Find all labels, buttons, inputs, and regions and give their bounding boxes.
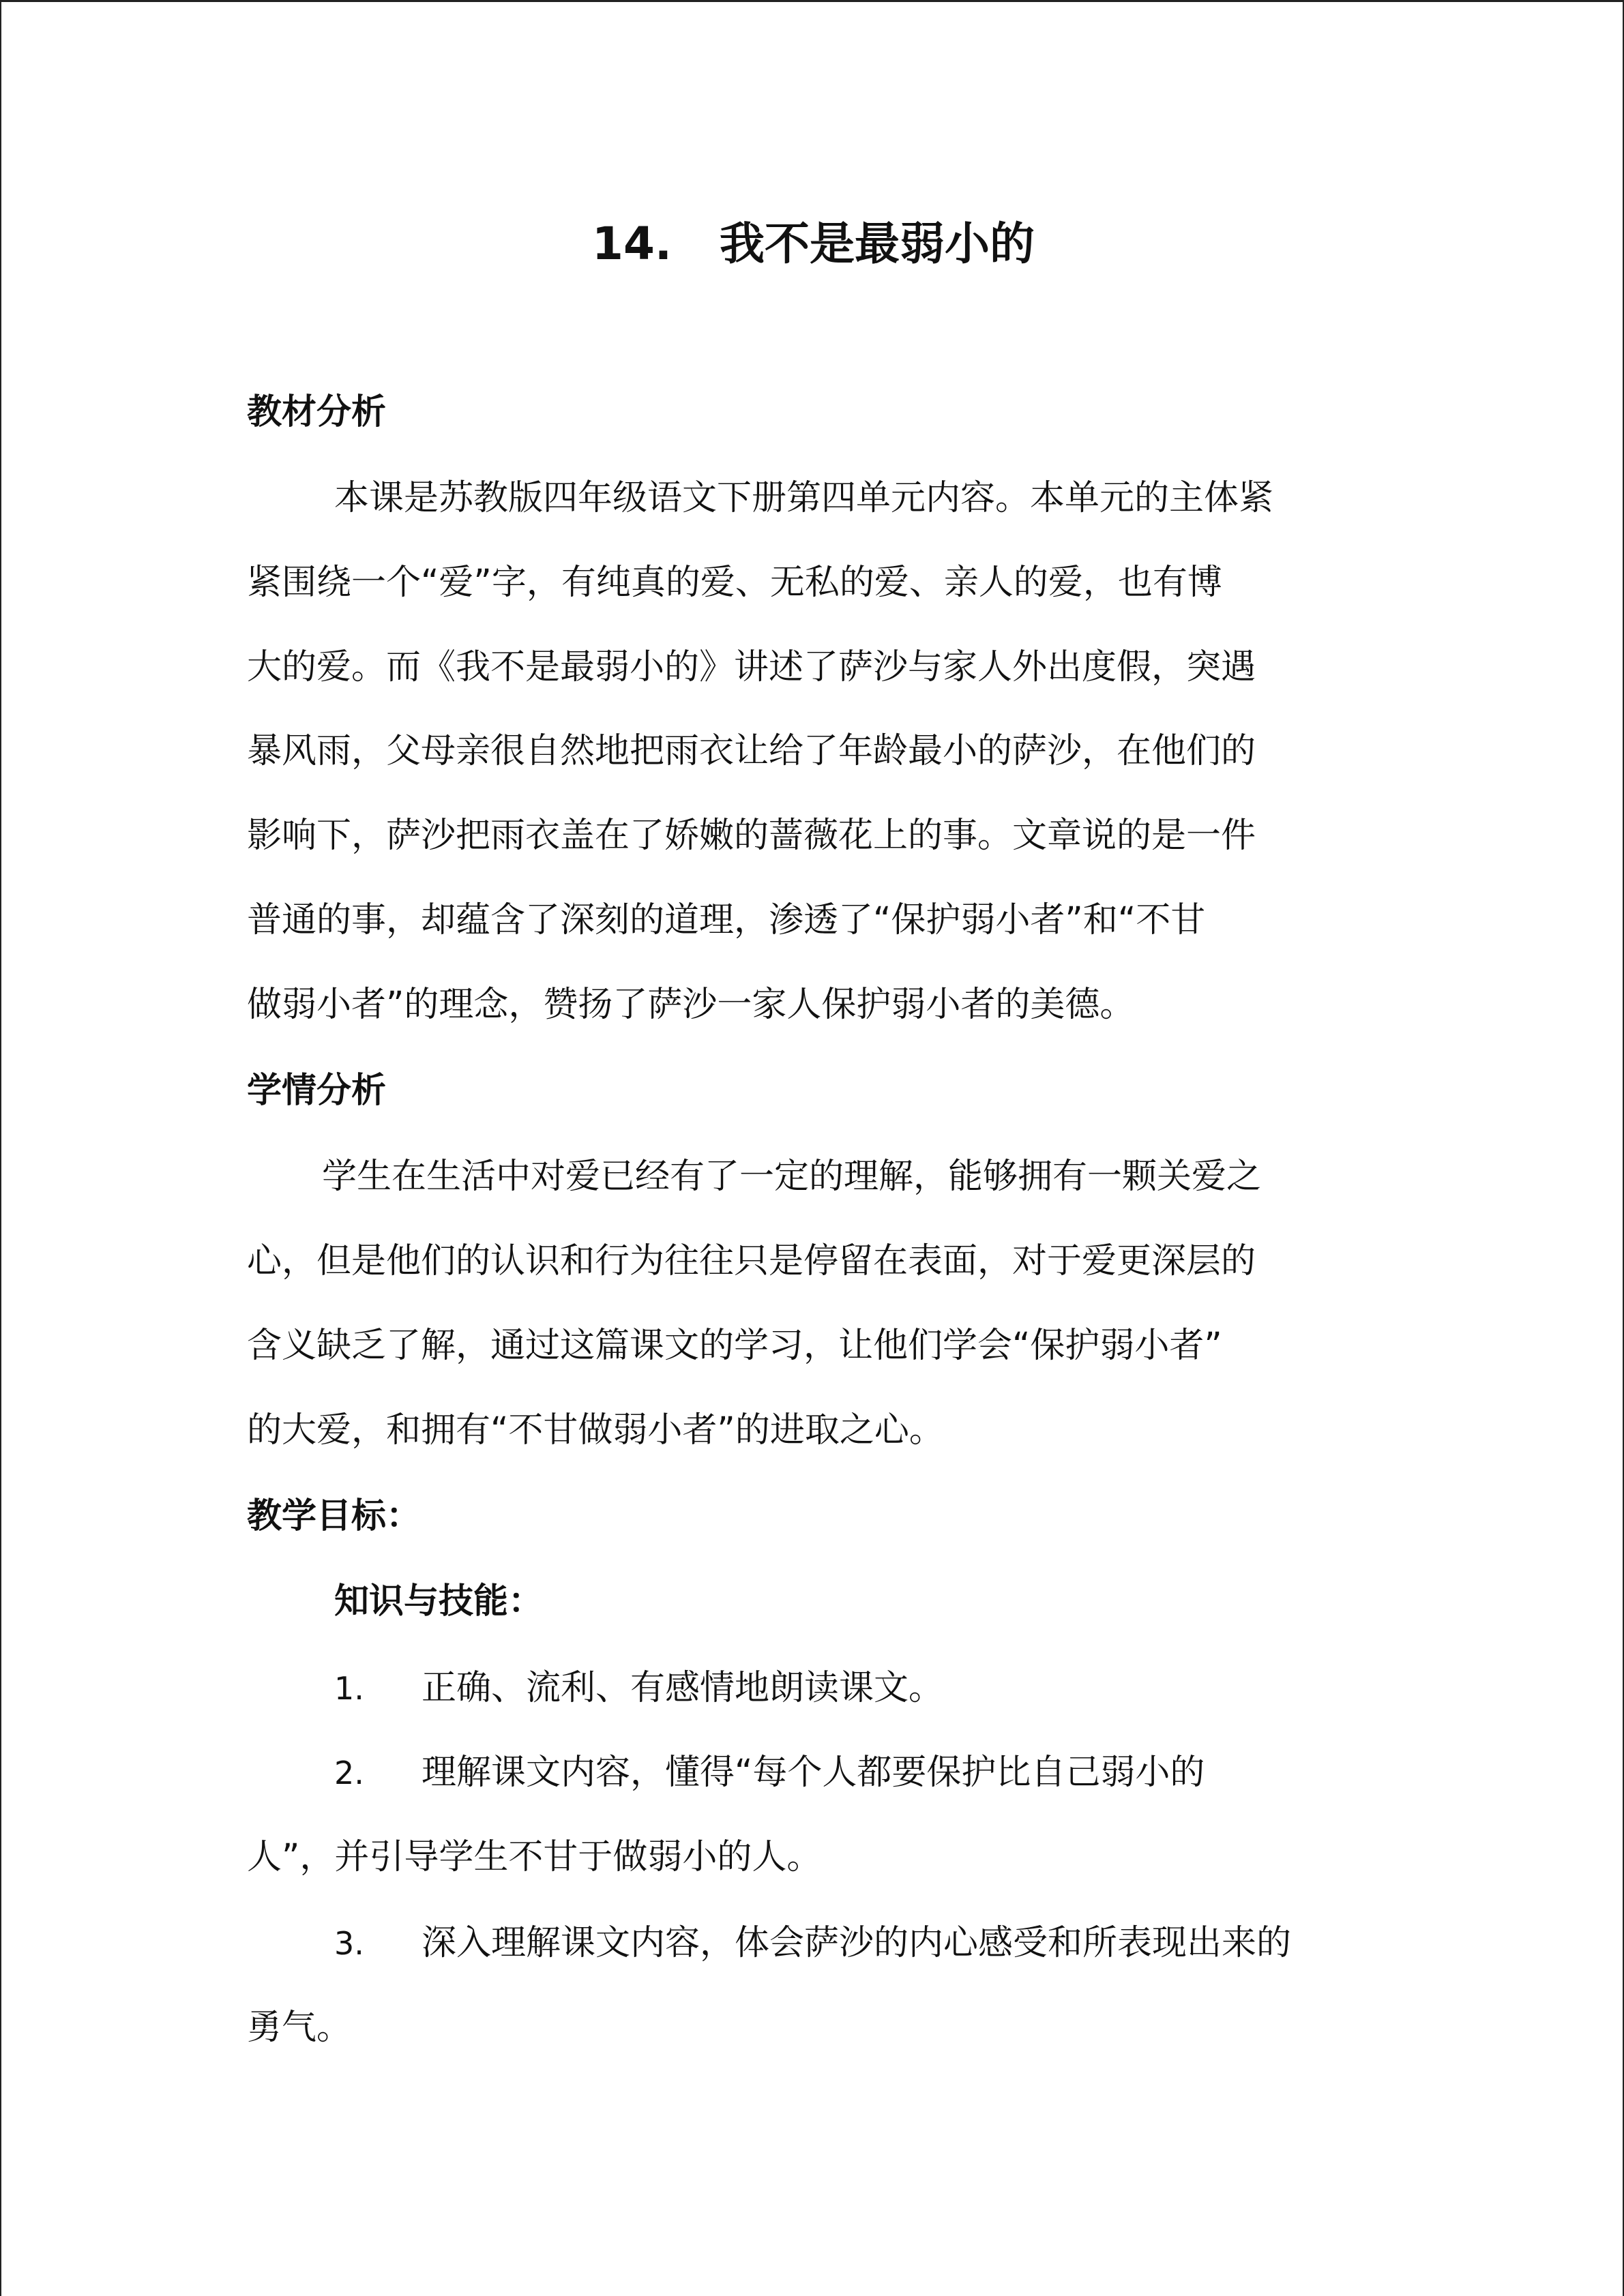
section-heading-goals: 教学目标： xyxy=(247,1496,422,1536)
paragraph-line: 影响下，萨沙把雨衣盖在了娇嫩的蔷薇花上的事。文章说的是一件 xyxy=(247,816,1256,856)
lesson-title: 我不是最弱小的 xyxy=(719,218,1035,270)
goal-item-continuation: 人”，并引导学生不甘于做弱小的人。 xyxy=(247,1837,822,1877)
goal-item-continuation: 勇气。 xyxy=(247,2008,352,2048)
goal-item-number: 1. xyxy=(334,1670,364,1707)
paragraph-line: 紧围绕一个“爱”字，有纯真的爱、无私的爱、亲人的爱，也有博 xyxy=(247,563,1222,603)
goal-item-text: 深入理解课文内容，体会萨沙的内心感受和所表现出来的 xyxy=(422,1923,1292,1963)
paragraph-line: 含义缺乏了解，通过这篇课文的学习，让他们学会“保护弱小者” xyxy=(247,1326,1222,1366)
paragraph-line: 暴风雨，父母亲很自然地把雨衣让给了年龄最小的萨沙，在他们的 xyxy=(247,731,1256,771)
lesson-number: 14. xyxy=(592,218,672,270)
paragraph-line: 本课是苏教版四年级语文下册第四单元内容。本单元的主体紧 xyxy=(334,478,1274,518)
goal-item-text: 正确、流利、有感情地朗读课文。 xyxy=(422,1668,944,1708)
goal-item xyxy=(334,1746,1205,1800)
paragraph-line: 普通的事，却蕴含了深刻的道理，渗透了“保护弱小者”和“不甘 xyxy=(247,900,1206,940)
goal-item-number: 2. xyxy=(334,1755,364,1791)
page-title xyxy=(1,210,1624,278)
paragraph-line: 做弱小者”的理念，赞扬了萨沙一家人保护弱小者的美德。 xyxy=(247,985,1135,1025)
paragraph-line: 学生在生活中对爱已经有了一定的理解，能够拥有一颗关爱之 xyxy=(322,1157,1262,1197)
goal-item-number: 3. xyxy=(334,1925,364,1962)
section-heading-material: 教材分析 xyxy=(247,392,387,432)
goals-subheading: 知识与技能： xyxy=(334,1581,544,1622)
paragraph-line: 心，但是他们的认识和行为往往只是停留在表面，对于爱更深层的 xyxy=(247,1241,1256,1281)
goal-item xyxy=(334,1661,943,1716)
paragraph-line: 的大爱，和拥有“不甘做弱小者”的进取之心。 xyxy=(247,1410,944,1450)
goal-item xyxy=(334,1916,1291,1971)
goal-item-text: 理解课文内容，懂得“每个人都要保护比自己弱小的 xyxy=(422,1753,1205,1793)
section-heading-students: 学情分析 xyxy=(247,1071,387,1111)
paragraph-line: 大的爱。而《我不是最弱小的》讲述了萨沙与家人外出度假，突遇 xyxy=(247,647,1256,687)
